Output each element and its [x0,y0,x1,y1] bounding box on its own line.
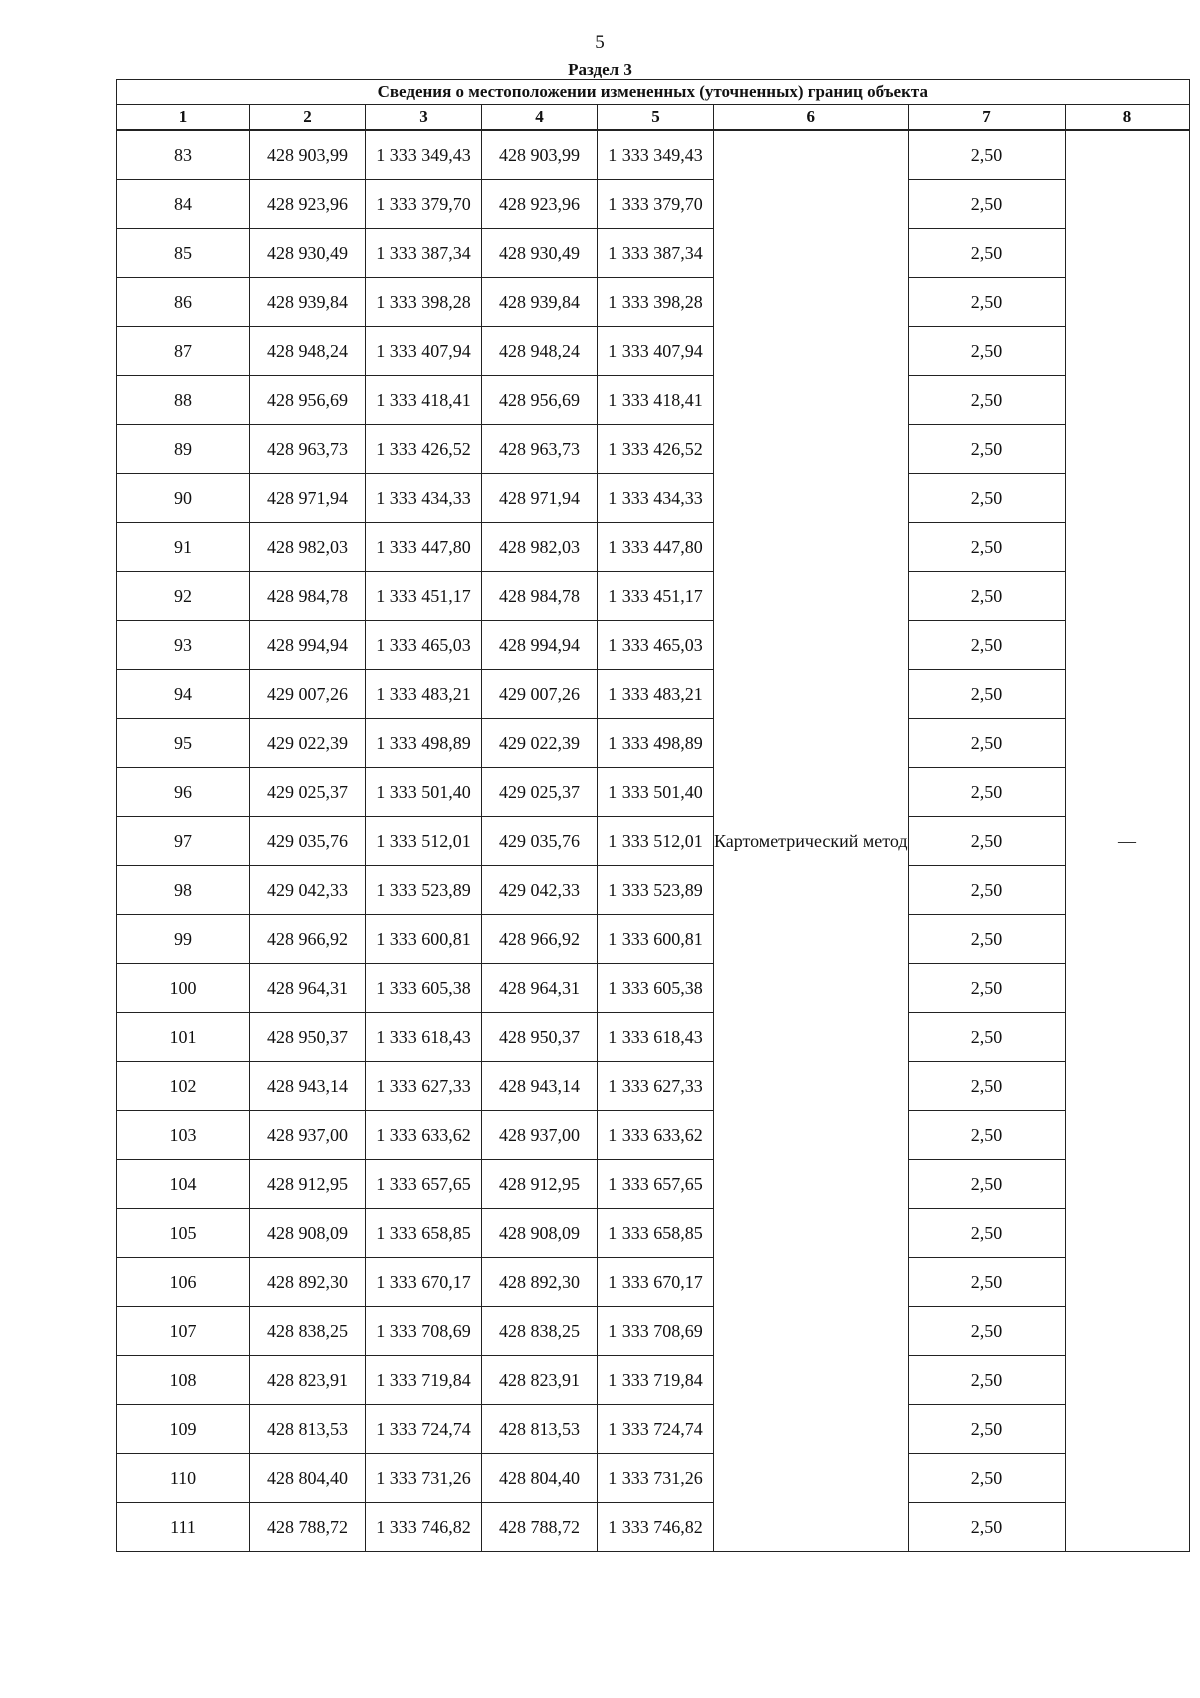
y-coordinate-cell: 1 333 657,65 [366,1160,482,1209]
x-coordinate-cell: 428 788,72 [482,1503,598,1552]
x-coordinate-cell: 428 804,40 [250,1454,366,1503]
accuracy-cell: 2,50 [908,1013,1065,1062]
y-coordinate-cell: 1 333 618,43 [598,1013,714,1062]
table-row [117,1013,1190,1062]
y-coordinate-cell: 1 333 501,40 [598,768,714,817]
x-coordinate-cell: 428 930,49 [482,229,598,278]
x-coordinate-cell: 428 964,31 [250,964,366,1013]
point-number-cell: 104 [117,1160,250,1209]
x-coordinate-cell: 428 923,96 [482,180,598,229]
x-coordinate-cell: 429 042,33 [482,866,598,915]
table-row [117,474,1190,523]
point-number-cell: 96 [117,768,250,817]
x-coordinate-cell: 428 971,94 [250,474,366,523]
x-coordinate-cell: 429 035,76 [482,817,598,866]
y-coordinate-cell: 1 333 387,34 [598,229,714,278]
column-number: 5 [598,105,714,131]
table-row [117,1356,1190,1405]
table-row [117,572,1190,621]
point-number-cell: 106 [117,1258,250,1307]
accuracy-cell: 2,50 [908,1405,1065,1454]
accuracy-cell: 2,50 [908,1356,1065,1405]
accuracy-cell: 2,50 [908,229,1065,278]
y-coordinate-cell: 1 333 447,80 [366,523,482,572]
point-number-cell: 90 [117,474,250,523]
y-coordinate-cell: 1 333 407,94 [366,327,482,376]
point-number-cell: 99 [117,915,250,964]
column-number: 1 [117,105,250,131]
y-coordinate-cell: 1 333 465,03 [598,621,714,670]
y-coordinate-cell: 1 333 731,26 [366,1454,482,1503]
point-number-cell: 100 [117,964,250,1013]
y-coordinate-cell: 1 333 605,38 [366,964,482,1013]
y-coordinate-cell: 1 333 407,94 [598,327,714,376]
point-number-cell: 94 [117,670,250,719]
table-row [117,278,1190,327]
table-row [117,1503,1190,1552]
table-row [117,866,1190,915]
point-number-cell: 101 [117,1013,250,1062]
point-number-cell: 110 [117,1454,250,1503]
point-number-cell: 103 [117,1111,250,1160]
y-coordinate-cell: 1 333 618,43 [366,1013,482,1062]
table-row [117,327,1190,376]
x-coordinate-cell: 428 994,94 [250,621,366,670]
accuracy-cell: 2,50 [908,180,1065,229]
x-coordinate-cell: 428 838,25 [250,1307,366,1356]
y-coordinate-cell: 1 333 708,69 [598,1307,714,1356]
point-number-cell: 97 [117,817,250,866]
accuracy-cell: 2,50 [908,327,1065,376]
y-coordinate-cell: 1 333 379,70 [598,180,714,229]
point-number-cell: 111 [117,1503,250,1552]
accuracy-cell: 2,50 [908,425,1065,474]
y-coordinate-cell: 1 333 719,84 [366,1356,482,1405]
accuracy-cell: 2,50 [908,719,1065,768]
x-coordinate-cell: 428 963,73 [250,425,366,474]
x-coordinate-cell: 428 908,09 [250,1209,366,1258]
x-coordinate-cell: 428 912,95 [250,1160,366,1209]
table-row [117,1111,1190,1160]
x-coordinate-cell: 429 025,37 [482,768,598,817]
y-coordinate-cell: 1 333 398,28 [366,278,482,327]
accuracy-cell: 2,50 [908,1503,1065,1552]
point-number-cell: 84 [117,180,250,229]
x-coordinate-cell: 429 042,33 [250,866,366,915]
y-coordinate-cell: 1 333 512,01 [598,817,714,866]
x-coordinate-cell: 428 903,99 [482,130,598,180]
point-number-cell: 92 [117,572,250,621]
x-coordinate-cell: 428 950,37 [250,1013,366,1062]
table-row [117,1258,1190,1307]
x-coordinate-cell: 428 948,24 [482,327,598,376]
accuracy-cell: 2,50 [908,768,1065,817]
y-coordinate-cell: 1 333 719,84 [598,1356,714,1405]
accuracy-cell: 2,50 [908,1062,1065,1111]
y-coordinate-cell: 1 333 465,03 [366,621,482,670]
x-coordinate-cell: 428 956,69 [482,376,598,425]
x-coordinate-cell: 428 930,49 [250,229,366,278]
x-coordinate-cell: 428 982,03 [482,523,598,572]
x-coordinate-cell: 429 035,76 [250,817,366,866]
table-row [117,670,1190,719]
x-coordinate-cell: 428 939,84 [482,278,598,327]
y-coordinate-cell: 1 333 658,85 [598,1209,714,1258]
y-coordinate-cell: 1 333 349,43 [366,130,482,180]
y-coordinate-cell: 1 333 483,21 [366,670,482,719]
point-number-cell: 85 [117,229,250,278]
table-row [117,425,1190,474]
x-coordinate-cell: 428 948,24 [250,327,366,376]
x-coordinate-cell: 428 943,14 [250,1062,366,1111]
x-coordinate-cell: 428 966,92 [250,915,366,964]
column-number: 4 [482,105,598,131]
accuracy-cell: 2,50 [908,915,1065,964]
column-number: 6 [714,105,909,131]
x-coordinate-cell: 428 908,09 [482,1209,598,1258]
y-coordinate-cell: 1 333 387,34 [366,229,482,278]
accuracy-cell: 2,50 [908,1258,1065,1307]
table-row [117,768,1190,817]
table-row [117,376,1190,425]
y-coordinate-cell: 1 333 398,28 [598,278,714,327]
point-number-cell: 108 [117,1356,250,1405]
accuracy-cell: 2,50 [908,817,1065,866]
y-coordinate-cell: 1 333 501,40 [366,768,482,817]
accuracy-cell: 2,50 [908,523,1065,572]
y-coordinate-cell: 1 333 434,33 [598,474,714,523]
point-number-cell: 98 [117,866,250,915]
point-number-cell: 91 [117,523,250,572]
y-coordinate-cell: 1 333 708,69 [366,1307,482,1356]
x-coordinate-cell: 428 892,30 [482,1258,598,1307]
y-coordinate-cell: 1 333 657,65 [598,1160,714,1209]
column8-cell: — [1065,130,1189,1552]
table-row [117,1454,1190,1503]
column-number: 7 [908,105,1065,131]
y-coordinate-cell: 1 333 451,17 [366,572,482,621]
x-coordinate-cell: 428 912,95 [482,1160,598,1209]
x-coordinate-cell: 428 823,91 [482,1356,598,1405]
y-coordinate-cell: 1 333 670,17 [598,1258,714,1307]
accuracy-cell: 2,50 [908,474,1065,523]
x-coordinate-cell: 428 838,25 [482,1307,598,1356]
x-coordinate-cell: 429 007,26 [250,670,366,719]
x-coordinate-cell: 428 923,96 [250,180,366,229]
accuracy-cell: 2,50 [908,1160,1065,1209]
x-coordinate-cell: 428 966,92 [482,915,598,964]
column-number-row [117,105,1190,131]
x-coordinate-cell: 428 964,31 [482,964,598,1013]
y-coordinate-cell: 1 333 498,89 [598,719,714,768]
x-coordinate-cell: 428 903,99 [250,130,366,180]
x-coordinate-cell: 428 804,40 [482,1454,598,1503]
y-coordinate-cell: 1 333 670,17 [366,1258,482,1307]
page-number: 5 [595,32,605,53]
column-number: 3 [366,105,482,131]
x-coordinate-cell: 428 982,03 [250,523,366,572]
y-coordinate-cell: 1 333 627,33 [598,1062,714,1111]
column-number: 8 [1065,105,1189,131]
y-coordinate-cell: 1 333 349,43 [598,130,714,180]
accuracy-cell: 2,50 [908,1307,1065,1356]
point-number-cell: 89 [117,425,250,474]
table-row [117,523,1190,572]
y-coordinate-cell: 1 333 426,52 [366,425,482,474]
point-number-cell: 109 [117,1405,250,1454]
x-coordinate-cell: 428 963,73 [482,425,598,474]
table-row [117,180,1190,229]
y-coordinate-cell: 1 333 627,33 [366,1062,482,1111]
y-coordinate-cell: 1 333 451,17 [598,572,714,621]
point-number-cell: 88 [117,376,250,425]
x-coordinate-cell: 428 937,00 [482,1111,598,1160]
point-number-cell: 105 [117,1209,250,1258]
accuracy-cell: 2,50 [908,130,1065,180]
accuracy-cell: 2,50 [908,670,1065,719]
y-coordinate-cell: 1 333 379,70 [366,180,482,229]
y-coordinate-cell: 1 333 746,82 [366,1503,482,1552]
accuracy-cell: 2,50 [908,866,1065,915]
x-coordinate-cell: 428 788,72 [250,1503,366,1552]
y-coordinate-cell: 1 333 633,62 [598,1111,714,1160]
x-coordinate-cell: 428 984,78 [482,572,598,621]
x-coordinate-cell: 428 892,30 [250,1258,366,1307]
point-number-cell: 102 [117,1062,250,1111]
y-coordinate-cell: 1 333 512,01 [366,817,482,866]
x-coordinate-cell: 428 813,53 [250,1405,366,1454]
x-coordinate-cell: 429 007,26 [482,670,598,719]
x-coordinate-cell: 428 950,37 [482,1013,598,1062]
table-row [117,1160,1190,1209]
y-coordinate-cell: 1 333 600,81 [598,915,714,964]
x-coordinate-cell: 428 813,53 [482,1405,598,1454]
table-row [117,1209,1190,1258]
accuracy-cell: 2,50 [908,1111,1065,1160]
table-row [117,964,1190,1013]
column-number: 2 [250,105,366,131]
y-coordinate-cell: 1 333 498,89 [366,719,482,768]
y-coordinate-cell: 1 333 447,80 [598,523,714,572]
x-coordinate-cell: 429 022,39 [250,719,366,768]
x-coordinate-cell: 428 937,00 [250,1111,366,1160]
table-row [117,229,1190,278]
accuracy-cell: 2,50 [908,572,1065,621]
y-coordinate-cell: 1 333 633,62 [366,1111,482,1160]
accuracy-cell: 2,50 [908,621,1065,670]
x-coordinate-cell: 428 994,94 [482,621,598,670]
y-coordinate-cell: 1 333 658,85 [366,1209,482,1258]
coordinates-table [116,79,1190,1552]
accuracy-cell: 2,50 [908,278,1065,327]
accuracy-cell: 2,50 [908,376,1065,425]
y-coordinate-cell: 1 333 600,81 [366,915,482,964]
y-coordinate-cell: 1 333 483,21 [598,670,714,719]
table-row [117,817,1190,866]
x-coordinate-cell: 428 984,78 [250,572,366,621]
x-coordinate-cell: 429 022,39 [482,719,598,768]
y-coordinate-cell: 1 333 418,41 [366,376,482,425]
table-title: Сведения о местоположении измененных (уточненных) границ объекта [117,80,1190,105]
y-coordinate-cell: 1 333 523,89 [366,866,482,915]
method-cell: Картометрический метод [714,130,909,1552]
x-coordinate-cell: 428 939,84 [250,278,366,327]
x-coordinate-cell: 428 943,14 [482,1062,598,1111]
point-number-cell: 86 [117,278,250,327]
y-coordinate-cell: 1 333 746,82 [598,1503,714,1552]
y-coordinate-cell: 1 333 434,33 [366,474,482,523]
accuracy-cell: 2,50 [908,964,1065,1013]
y-coordinate-cell: 1 333 724,74 [598,1405,714,1454]
table-row [117,1307,1190,1356]
y-coordinate-cell: 1 333 426,52 [598,425,714,474]
point-number-cell: 95 [117,719,250,768]
point-number-cell: 83 [117,130,250,180]
table-row [117,130,1190,180]
table-row [117,1405,1190,1454]
table-row [117,621,1190,670]
x-coordinate-cell: 428 971,94 [482,474,598,523]
y-coordinate-cell: 1 333 724,74 [366,1405,482,1454]
table-row [117,915,1190,964]
y-coordinate-cell: 1 333 418,41 [598,376,714,425]
point-number-cell: 93 [117,621,250,670]
x-coordinate-cell: 429 025,37 [250,768,366,817]
y-coordinate-cell: 1 333 731,26 [598,1454,714,1503]
point-number-cell: 107 [117,1307,250,1356]
table-row [117,719,1190,768]
y-coordinate-cell: 1 333 523,89 [598,866,714,915]
section-title: Раздел 3 [568,60,632,79]
x-coordinate-cell: 428 823,91 [250,1356,366,1405]
table-row [117,1062,1190,1111]
x-coordinate-cell: 428 956,69 [250,376,366,425]
point-number-cell: 87 [117,327,250,376]
y-coordinate-cell: 1 333 605,38 [598,964,714,1013]
accuracy-cell: 2,50 [908,1209,1065,1258]
accuracy-cell: 2,50 [908,1454,1065,1503]
